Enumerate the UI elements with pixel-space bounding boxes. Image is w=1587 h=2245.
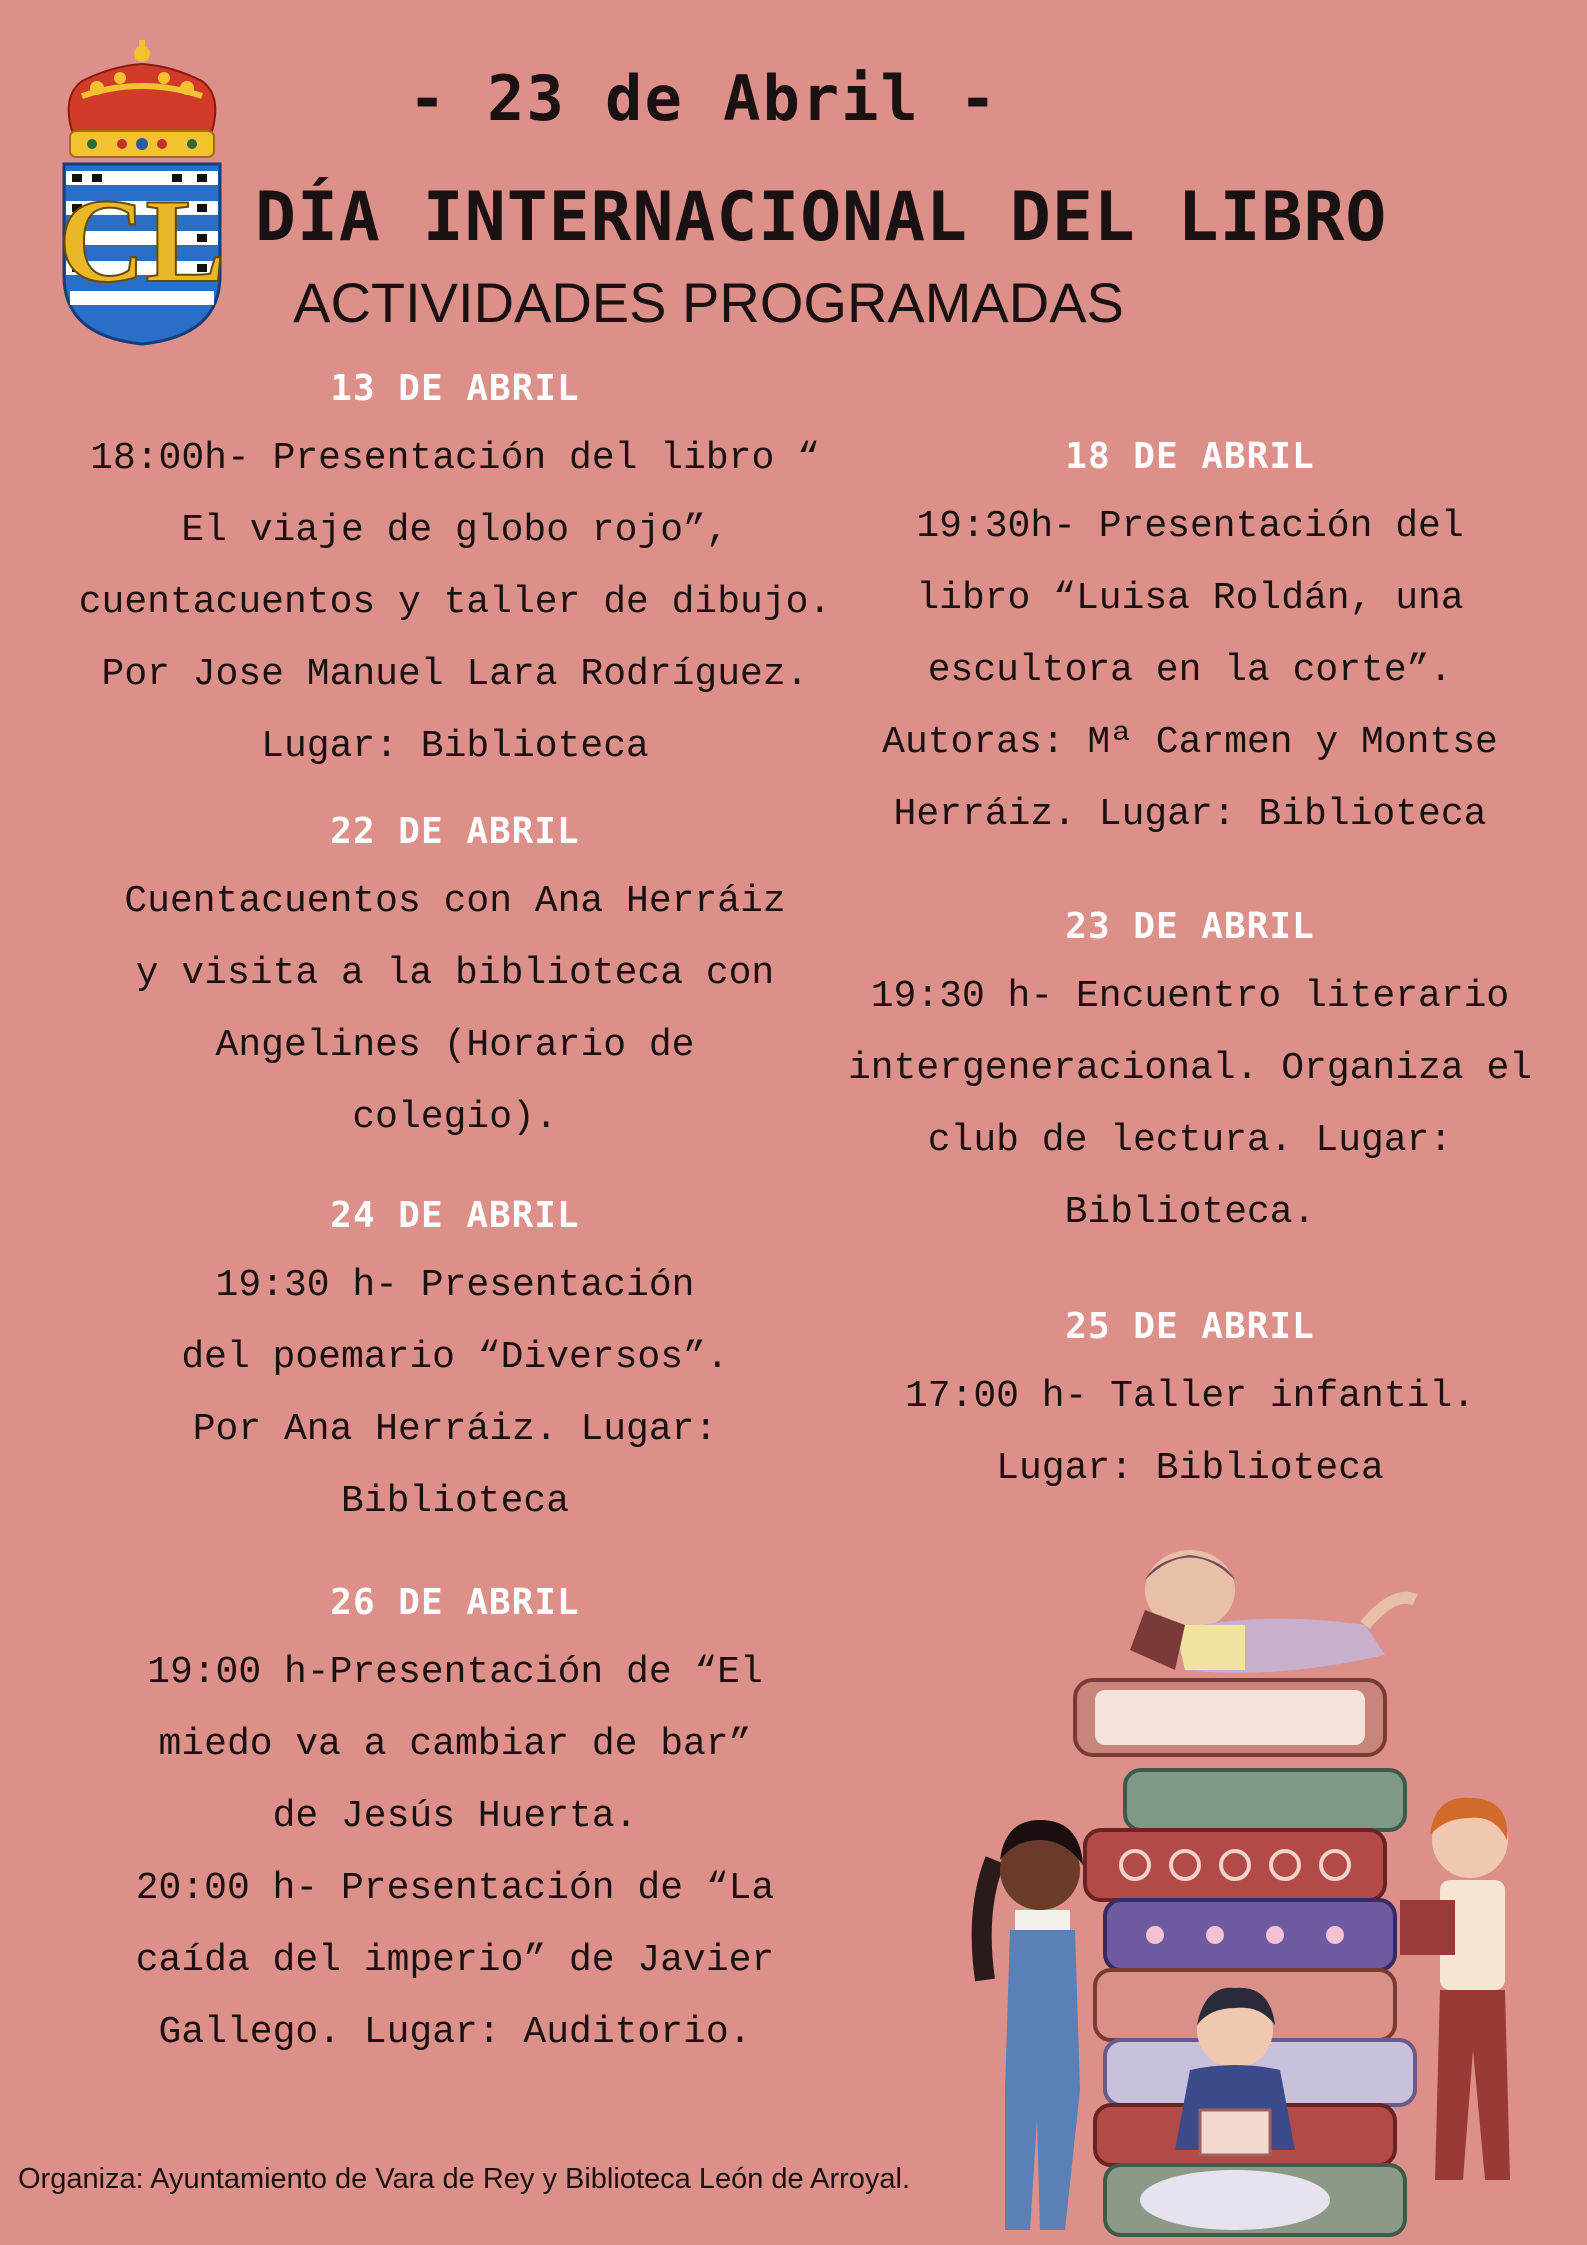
page-subtitle: ACTIVIDADES PROGRAMADAS bbox=[293, 271, 1124, 334]
page-title: DÍA INTERNACIONAL DEL LIBRO bbox=[255, 178, 1388, 257]
reading-children-illustration bbox=[945, 1530, 1565, 2245]
event-description: 19:30 h- Encuentro literario intergeneracional. Organiza el club de lectura. Lugar: Biblioteca. bbox=[847, 975, 1533, 1234]
event-description: 17:00 h- Taller infantil. Lugar: Biblioteca bbox=[904, 1375, 1476, 1490]
event-22-abril bbox=[60, 811, 850, 1154]
event-date: 13 DE ABRIL bbox=[330, 368, 580, 409]
event-description: 19:30h- Presentación del libro “Luisa Roldán, una escultora en la corte”. Autoras: Mª Carmen y Montse Herráiz. Lugar: Biblioteca bbox=[882, 505, 1498, 836]
event-date: 25 DE ABRIL bbox=[1065, 1306, 1315, 1347]
girl-standing-icon bbox=[982, 1820, 1083, 2230]
boy-standing-icon bbox=[1400, 1798, 1510, 2180]
event-description: 19:00 h-Presentación de “El miedo va a cambiar de bar” de Jesús Huerta. 20:00 h- Presentación de “La caída del imperio” de Javier Gallego. Lugar: Auditorio. bbox=[135, 1651, 775, 2054]
event-date: 18 DE ABRIL bbox=[1065, 436, 1315, 477]
event-description: 18:00h- Presentación del libro “ El viaje de globo rojo”, cuentacuentos y taller de dibujo. Por Jose Manuel Lara Rodríguez. Lugar: Biblioteca bbox=[78, 437, 832, 768]
event-26-abril bbox=[60, 1582, 850, 2069]
header-date: - 23 de Abril - bbox=[408, 62, 999, 135]
footer-organizer: Organiza: Ayuntamiento de Vara de Rey y Biblioteca León de Arroyal. bbox=[18, 2163, 911, 2195]
event-description: Cuentacuentos con Ana Herráiz y visita a la biblioteca con Angelines (Horario de colegio). bbox=[124, 880, 786, 1139]
event-25-abril bbox=[830, 1306, 1550, 1505]
event-date: 26 DE ABRIL bbox=[330, 1582, 580, 1623]
event-date: 24 DE ABRIL bbox=[330, 1195, 580, 1236]
girl-reading-icon bbox=[1130, 1550, 1415, 1673]
event-18-abril bbox=[830, 436, 1550, 851]
event-date: 22 DE ABRIL bbox=[330, 811, 580, 852]
event-13-abril bbox=[60, 368, 850, 783]
event-23-abril bbox=[830, 906, 1550, 1249]
svg-text:CL: CL bbox=[58, 174, 226, 307]
event-date: 23 DE ABRIL bbox=[1065, 906, 1315, 947]
event-24-abril bbox=[60, 1195, 850, 1538]
event-description: 19:30 h- Presentación del poemario “Diversos”. Por Ana Herráiz. Lugar: Biblioteca bbox=[181, 1264, 729, 1523]
